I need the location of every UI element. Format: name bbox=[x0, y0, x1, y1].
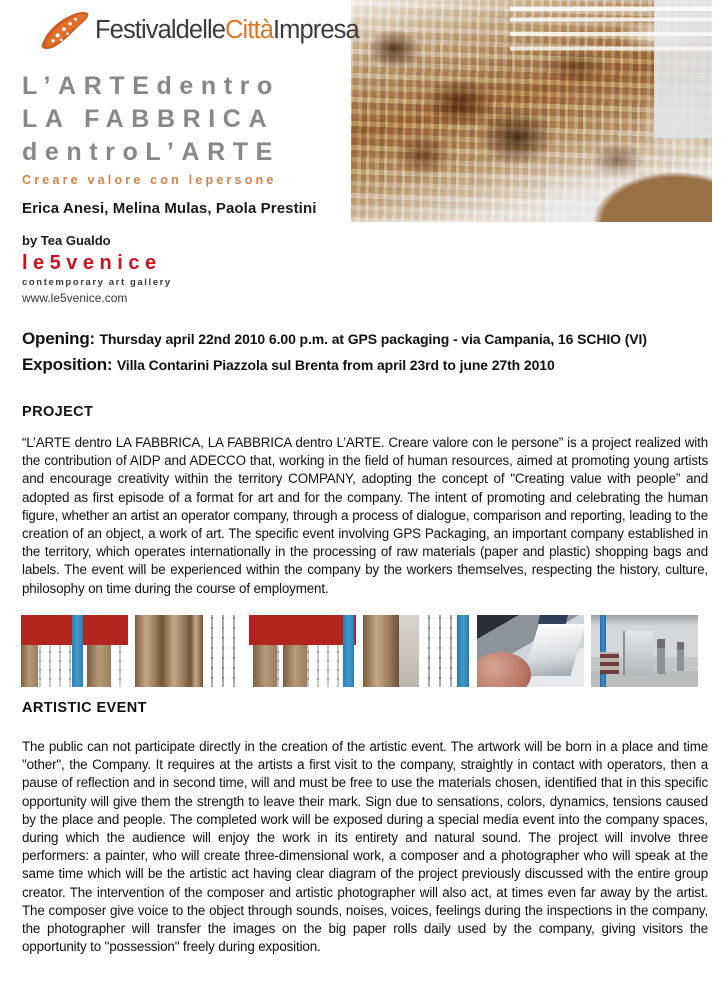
opening-label: Opening: bbox=[22, 329, 95, 348]
thumbnail-factory-interior[interactable] bbox=[591, 615, 698, 687]
logo-text-part-1: Festivaldelle bbox=[95, 16, 226, 44]
gallery-website-link[interactable]: www.le5venice.com bbox=[22, 291, 128, 305]
exposition-line bbox=[22, 352, 708, 378]
thumbnail-red-wall-paper-bales[interactable] bbox=[21, 615, 128, 687]
curator-byline: by Tea Gualdo bbox=[22, 233, 111, 248]
document-body bbox=[22, 326, 708, 598]
artistic-event-body-text: The public can not participate directly in the creation of the artistic event. The artwork will be born in a place and time "other", the Company. It requires at the artists a first visit to the company, straightly in contact with operators, then a pause of reflection and in second time, will and must be free to use the materials chosen, identified that in this specific opportunity will give them the strength to leave their mark. Sign due to sensations, colors, dynamics, tensions caused by the place and people. The completed work will be exposed during a special media event into the company spaces, during which the audience will enjoy the work in its entirety and natural sound. The project will involve three performers: a painter, who will create three-dimensional work, a composer and a photographer who will speak at the same time which will be the artistic act having clear diagram of the project previously discussed with the entire group creator. The intervention of the composer and artistic photographer will also act, at times even far away by the artist. The composer give voice to the object through sounds, noises, voices, feelings during the inspections in the company, the photographer will transfer the images on the big paper rolls daily used by the company, giving visitors the opportunity to "possession" freely during exposition. bbox=[22, 739, 708, 955]
main-title bbox=[22, 70, 342, 189]
artistic-event-heading: ARTISTIC EVENT bbox=[22, 700, 147, 716]
title-line-1: L’ARTEdentro bbox=[22, 72, 280, 100]
thumbnail-paper-rolls-1[interactable] bbox=[135, 615, 242, 687]
festival-leaf-icon bbox=[36, 9, 90, 51]
hero-artwork-image bbox=[351, 0, 712, 222]
logo-text-part-2: Città bbox=[225, 16, 273, 44]
opening-line bbox=[22, 326, 708, 352]
gallery-subtitle: contemporary art gallery bbox=[22, 277, 172, 288]
document-header bbox=[0, 0, 726, 232]
artistic-event-section bbox=[22, 700, 708, 956]
exposition-detail: Villa Contarini Piazzola sul Brenta from april 23rd to june 27th 2010 bbox=[116, 357, 555, 373]
opening-detail: Thursday april 22nd 2010 6.00 p.m. at GPS packaging - via Campania, 16 SCHIO (VI) bbox=[99, 331, 647, 347]
hero-lower-region bbox=[546, 164, 712, 222]
title-line-3: dentroL’ARTE bbox=[22, 138, 280, 166]
thumbnail-strip bbox=[21, 615, 711, 687]
hero-paper-bands bbox=[510, 0, 712, 80]
festival-logo-text bbox=[95, 16, 359, 44]
project-heading: PROJECT bbox=[22, 404, 94, 420]
thumbnail-paper-rolls-2[interactable] bbox=[363, 615, 470, 687]
artists-list: Erica Anesi, Melina Mulas, Paola Prestini bbox=[22, 200, 317, 217]
festival-logo bbox=[22, 7, 359, 53]
title-line-2: LA FABBRICA bbox=[22, 105, 275, 133]
gallery-info bbox=[22, 232, 352, 306]
thumbnail-machine-rolls[interactable] bbox=[477, 615, 584, 687]
gallery-name: le5venice bbox=[22, 252, 162, 274]
thumbnail-red-wall-rolls[interactable] bbox=[249, 615, 356, 687]
project-body-text: “L’ARTE dentro LA FABBRICA, LA FABBRICA dentro L’ARTE. Creare valore con le persone” is a project realized with the contribution of AIDP and ADECCO that, working in the field of human resources, aimed at promoting young artists and encourage creativity within the territory COMPANY, adopting the concept of "Creating value with people” and adopted as first episode of a format for art and for the company. The intent of promoting and celebrating the human figure, whether an artist an operator company, through a process of dialogue, comparison and reporting, leading to the creation of an object, a work of art. The specific event involving GPS Packaging, an important company established in the territory, which operates internationally in the processing of raw materials (paper and plastic) shopping bags and labels. The event will be experienced within the company by the workers themselves, respecting the history, culture, philosophy on time during the course of employment. bbox=[22, 435, 708, 596]
exposition-label: Exposition: bbox=[22, 355, 113, 374]
logo-text-part-3: Impresa bbox=[272, 16, 359, 44]
title-tagline: Creare valore con lepersone bbox=[22, 173, 277, 187]
